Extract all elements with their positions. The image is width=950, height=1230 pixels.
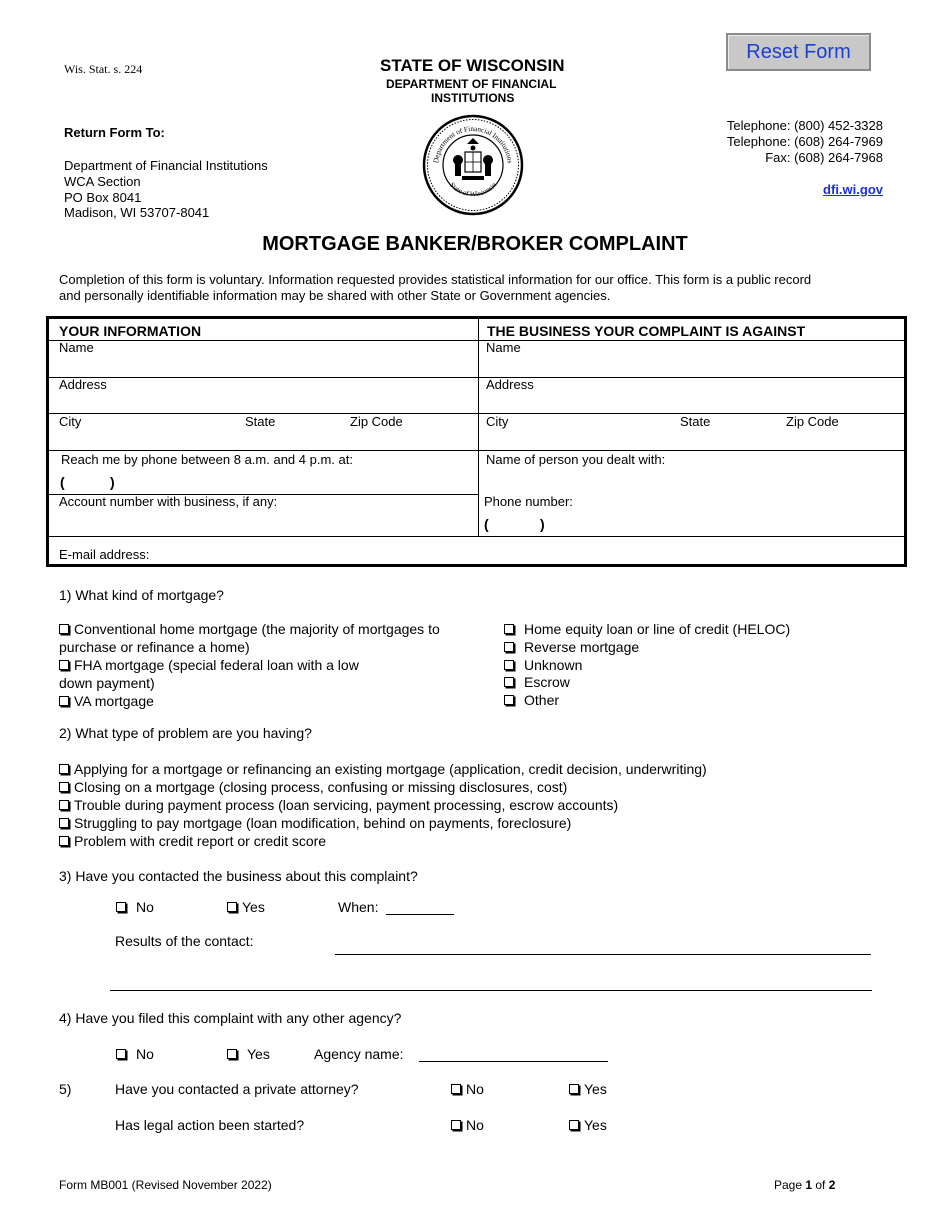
page-indicator: Page 1 of 2 [774,1178,836,1192]
q4-agency-field[interactable] [419,1061,608,1062]
checkbox-icon[interactable] [504,660,514,670]
q3-when-field[interactable] [386,914,454,915]
intro-line-2: and personally identifiable information may be shared with other State or Government agencies. [59,288,611,303]
checkbox-icon[interactable] [504,642,514,652]
business-address-field[interactable]: Address [486,377,534,392]
q4-yes-option[interactable]: Yes [227,1046,270,1062]
business-phone-paren-close: ) [540,516,545,532]
business-phone-paren-open: ( [484,516,489,532]
q3-results-field[interactable] [335,954,871,955]
your-state-field[interactable]: State [245,414,276,429]
checkbox-icon[interactable] [504,677,514,687]
q3-when-label: When: [338,899,379,915]
q1-option-reverse[interactable]: Reverse mortgage [504,639,639,655]
checkbox-icon[interactable] [569,1120,579,1130]
checkbox-icon[interactable] [504,695,514,705]
q4-agency-label: Agency name: [314,1046,404,1062]
your-name-field[interactable]: Name [59,340,94,355]
checkbox-icon[interactable] [504,624,514,634]
state-seal-icon [422,114,524,216]
your-information-header: YOUR INFORMATION [59,323,202,339]
reset-form-button[interactable]: Reset Form [726,33,871,71]
q5-legal-yes[interactable]: Yes [569,1117,607,1133]
your-phone-label: Reach me by phone between 8 a.m. and 4 p.m. at: [61,452,353,467]
checkbox-icon[interactable] [59,624,69,634]
return-address-line-4: Madison, WI 53707-8041 [64,205,210,220]
business-header: THE BUSINESS YOUR COMPLAINT IS AGAINST [487,323,806,339]
q1-option-other[interactable]: Other [504,692,559,708]
q3-no-option[interactable]: No [116,899,154,915]
state-title: STATE OF WISCONSIN [380,56,565,75]
q1-option-conventional-cont: purchase or refinance a home) [59,639,250,655]
checkbox-icon[interactable] [116,1049,126,1059]
business-phone-label: Phone number: [484,494,573,509]
q1-option-unknown[interactable]: Unknown [504,657,582,673]
form-title: MORTGAGE BANKER/BROKER COMPLAINT [262,233,688,255]
q4-no-option[interactable]: No [116,1046,154,1062]
q3-results-field-line-2[interactable] [110,990,872,991]
your-address-field[interactable]: Address [59,377,107,392]
q3-question: 3) Have you contacted the business about this complaint? [59,868,418,884]
q1-option-heloc[interactable]: Home equity loan or line of credit (HELOC) [504,621,790,637]
telephone-1: Telephone: (800) 452-3328 [726,118,883,133]
q1-option-va[interactable]: VA mortgage [59,693,154,709]
fax-number: Fax: (608) 264-7968 [765,150,883,165]
checkbox-icon[interactable] [59,764,69,774]
checkbox-icon[interactable] [451,1084,461,1094]
checkbox-icon[interactable] [59,660,69,670]
q1-option-fha-cont: down payment) [59,675,155,691]
q3-results-label: Results of the contact: [115,933,254,949]
seal-text-top: Department of Financial Institutions [432,124,514,164]
form-id: Form MB001 (Revised November 2022) [59,1178,272,1192]
email-field[interactable]: E-mail address: [59,547,150,562]
return-form-label: Return Form To: [64,125,165,140]
q1-option-conventional[interactable]: Conventional home mortgage (the majority of mortgages to [59,621,440,637]
q2-option-struggling[interactable]: Struggling to pay mortgage (loan modification, behind on payments, foreclosure) [59,815,571,831]
intro-line-1: Completion of this form is voluntary. Information requested provides statistical information for our office. This form is a public record [59,272,812,287]
return-address-line-2: WCA Section [64,174,141,189]
seal-text-bottom: State of Wisconsin [447,180,499,199]
q5-legal-no[interactable]: No [451,1117,484,1133]
department-line-2: INSTITUTIONS [431,91,515,105]
q2-question: 2) What type of problem are you having? [59,725,312,741]
person-dealt-with-field[interactable]: Name of person you dealt with: [486,452,666,467]
checkbox-icon[interactable] [227,1049,237,1059]
return-address-line-3: PO Box 8041 [64,190,142,205]
checkbox-icon[interactable] [59,800,69,810]
q4-question: 4) Have you filed this complaint with any other agency? [59,1010,402,1026]
q2-option-closing[interactable]: Closing on a mortgage (closing process, confusing or missing disclosures, cost) [59,779,567,795]
information-table [46,316,907,567]
q3-yes-option[interactable]: Yes [227,899,265,915]
checkbox-icon[interactable] [451,1120,461,1130]
your-city-field[interactable]: City [59,414,82,429]
account-number-field[interactable]: Account number with business, if any: [59,494,278,509]
q5-attorney-no[interactable]: No [451,1081,484,1097]
q5-legal-question: Has legal action been started? [115,1117,305,1133]
checkbox-icon[interactable] [116,902,126,912]
q5-attorney-question: Have you contacted a private attorney? [115,1081,359,1097]
business-state-field[interactable]: State [680,414,711,429]
q1-option-escrow[interactable]: Escrow [504,674,570,690]
checkbox-icon[interactable] [569,1084,579,1094]
checkbox-icon[interactable] [59,836,69,846]
q5-attorney-yes[interactable]: Yes [569,1081,607,1097]
your-phone-paren-open: ( [60,474,65,490]
q5-number: 5) [59,1081,72,1097]
q1-question: 1) What kind of mortgage? [59,587,224,603]
q2-option-applying[interactable]: Applying for a mortgage or refinancing an existing mortgage (application, credit decision, underwriting) [59,761,707,777]
checkbox-icon[interactable] [227,902,237,912]
q2-option-payment[interactable]: Trouble during payment process (loan servicing, payment processing, escrow accounts) [59,797,618,813]
your-phone-paren-close: ) [110,474,115,490]
department-line-1: DEPARTMENT OF FINANCIAL [386,77,557,91]
business-city-field[interactable]: City [486,414,509,429]
statute-reference: Wis. Stat. s. 224 [64,62,143,76]
business-zip-field[interactable]: Zip Code [786,414,839,429]
business-name-field[interactable]: Name [486,340,521,355]
website-link[interactable]: dfi.wi.gov [823,182,883,197]
checkbox-icon[interactable] [59,696,69,706]
checkbox-icon[interactable] [59,782,69,792]
your-zip-field[interactable]: Zip Code [350,414,403,429]
telephone-2: Telephone: (608) 264-7969 [726,134,883,149]
q1-option-fha[interactable]: FHA mortgage (special federal loan with a low [59,657,359,673]
return-address-line-1: Department of Financial Institutions [64,158,268,173]
checkbox-icon[interactable] [59,818,69,828]
q2-option-credit[interactable]: Problem with credit report or credit score [59,833,326,849]
